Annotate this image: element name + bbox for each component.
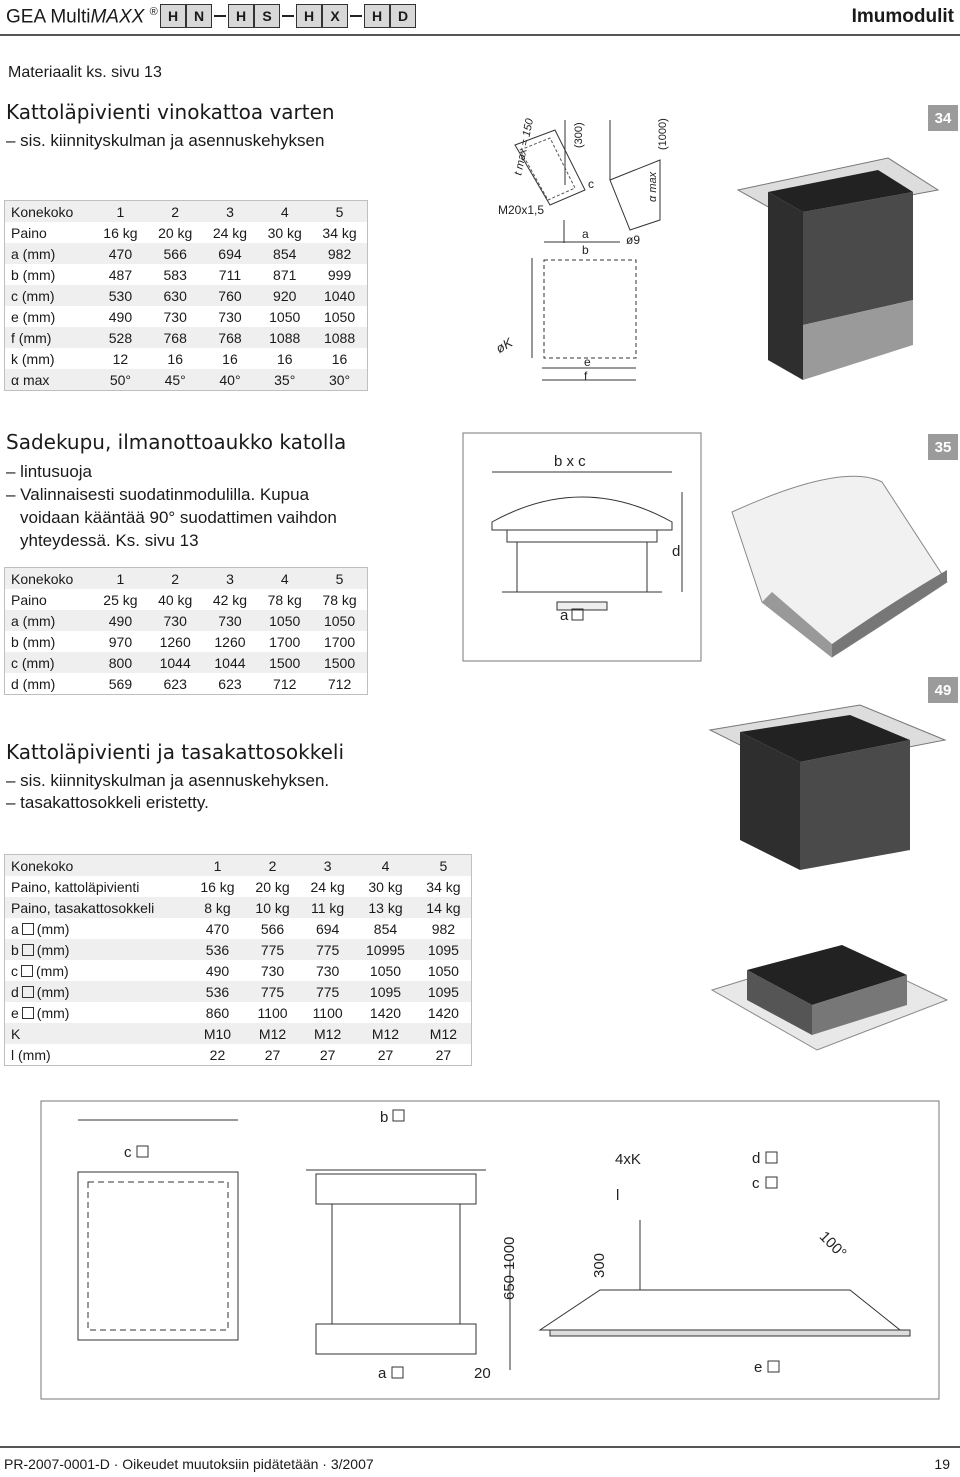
page-title: Imumodulit <box>851 6 954 27</box>
product-code-row <box>160 4 416 28</box>
table-row <box>5 589 368 610</box>
dim-f-label: f <box>584 369 588 383</box>
flat-roof-penetration-illustration <box>700 700 950 870</box>
table-cell: 3 <box>203 201 258 223</box>
table-cell: 16 <box>167 350 183 367</box>
code-box: X <box>322 4 348 28</box>
table-row <box>5 1044 472 1066</box>
table-cell: 712 <box>273 675 297 692</box>
table-cell: 775 <box>245 981 300 1002</box>
table-cell: 2 <box>148 568 203 590</box>
table-cell: 530 <box>93 285 148 306</box>
materials-note: Materiaalit ks. sivu 13 <box>8 64 162 81</box>
table-cell: 35° <box>257 369 312 391</box>
brand-name: GEA MultiMAXX ® <box>6 6 158 28</box>
table-cell: 730 <box>315 962 340 979</box>
angle-label: 100° <box>815 1228 850 1263</box>
row-label-cell: α max <box>5 369 94 391</box>
table-cell: 775 <box>300 939 355 960</box>
dim-bxc-label: b x c <box>554 453 586 470</box>
roof-penetration-illustration <box>728 150 948 390</box>
table-cell: 1260 <box>214 633 246 650</box>
table-cell: 768 <box>148 327 203 348</box>
dim-b-label: b <box>380 1109 389 1126</box>
table-cell: 16 <box>331 350 348 367</box>
dim-c-label-2: c <box>752 1175 760 1192</box>
table-row <box>5 327 368 348</box>
table-cell: 490 <box>93 610 148 631</box>
table-cell: 78 kg <box>322 591 357 608</box>
table-cell: 730 <box>260 962 285 979</box>
table-cell: 970 <box>108 633 133 650</box>
table-cell: 470 <box>205 920 230 937</box>
table-cell: 487 <box>108 266 133 283</box>
table-row <box>5 306 368 327</box>
table-cell: 1040 <box>312 285 367 306</box>
product-number-badge: 34 <box>928 105 958 131</box>
table-row <box>5 897 472 918</box>
table-cell: 3 <box>300 855 355 877</box>
table-cell: 30° <box>312 369 367 391</box>
row-label-cell: Paino, kattoläpivienti <box>11 878 140 895</box>
table-cell: 694 <box>315 920 340 937</box>
table-cell: 5 <box>312 201 367 223</box>
technical-drawing-flat-roof <box>40 1100 940 1400</box>
table-cell: 694 <box>203 243 258 264</box>
table-cell: 1050 <box>323 308 356 325</box>
table-cell: 800 <box>93 652 148 673</box>
section1-subtitle: – sis. kiinnityskulman ja asennuskehyksen <box>6 131 325 150</box>
table-cell: 1088 <box>257 327 312 348</box>
table-cell: 854 <box>373 920 398 937</box>
table-cell: 1095 <box>355 981 416 1002</box>
table-cell: 24 kg <box>310 878 345 895</box>
table-cell: 768 <box>203 327 258 348</box>
table-row <box>5 918 472 939</box>
t-max-label: t max = 150 <box>512 117 537 177</box>
table-cell: 45° <box>148 369 203 391</box>
table-cell: 3 <box>203 568 258 590</box>
table-cell: 583 <box>163 266 187 283</box>
table-cell: 1 <box>190 855 245 877</box>
table-cell: 13 kg <box>355 897 416 918</box>
dim-c-label: c <box>588 177 594 191</box>
table-row <box>5 939 472 960</box>
row-label-cell: c (mm) <box>5 285 94 306</box>
table-cell: 760 <box>203 285 258 306</box>
row-label-cell: b (mm) <box>5 939 190 960</box>
table-cell: 630 <box>148 285 203 306</box>
table-cell: 30 kg <box>368 878 403 895</box>
table-cell: 11 kg <box>300 897 355 918</box>
table-cell: 490 <box>205 962 230 979</box>
row-label-cell: Paino <box>11 224 47 241</box>
table-cell: 730 <box>163 308 187 325</box>
row-label-cell: d (mm) <box>5 981 190 1002</box>
table-cell: 25 kg <box>103 591 138 608</box>
hole-dia-label: ø9 <box>626 233 641 247</box>
table-cell: 1 <box>93 201 148 223</box>
table-cell: 569 <box>108 675 133 692</box>
table-cell: 982 <box>431 920 456 937</box>
table-cell: 1500 <box>257 652 312 673</box>
code-box: H <box>296 4 322 28</box>
table-cell: 536 <box>190 939 245 960</box>
table-cell: 10 kg <box>245 897 300 918</box>
row-label-cell: Konekoko <box>5 201 94 223</box>
table-cell: 470 <box>93 243 148 264</box>
table-cell: 12 <box>112 350 129 367</box>
table-cell: M12 <box>416 1023 472 1044</box>
table-cell: 5 <box>416 855 472 877</box>
table-header-row <box>5 568 368 590</box>
table-cell: M10 <box>190 1023 245 1044</box>
table-row <box>5 610 368 631</box>
dim-b-label: b <box>582 243 589 257</box>
table-cell: 1700 <box>269 633 301 650</box>
table-cell: 8 kg <box>190 897 245 918</box>
row-label-cell: Paino <box>11 591 47 608</box>
table-cell: 4 <box>257 201 312 223</box>
table-cell: 42 kg <box>212 591 248 608</box>
dim-d-label: d <box>672 543 681 560</box>
row-label-cell: a (mm) <box>5 243 94 264</box>
table-row <box>5 631 368 652</box>
table-cell: 27 <box>264 1046 281 1063</box>
table-cell: 20 kg <box>255 878 290 895</box>
table-cell: 4 <box>355 855 416 877</box>
table-cell: 40° <box>203 369 258 391</box>
dim-a-label: a <box>560 607 569 624</box>
table-cell: 730 <box>203 610 258 631</box>
row-label-cell: l (mm) <box>11 1046 51 1063</box>
table-cell: 1100 <box>257 1004 288 1021</box>
height-300-label: 300 <box>591 1252 608 1278</box>
table-cell: 16 kg <box>200 878 235 895</box>
table-cell: 1044 <box>148 652 203 673</box>
technical-drawing-slope <box>470 110 670 390</box>
row-label-cell: e (mm) <box>11 1004 70 1021</box>
table-cell: 854 <box>257 243 312 264</box>
table-cell: 30 kg <box>267 224 302 241</box>
table-cell: 1095 <box>416 981 472 1002</box>
table-cell: 1095 <box>416 939 472 960</box>
dim-c-label: c <box>124 1144 132 1161</box>
dim-1000-label: (1000) <box>657 118 669 150</box>
table-cell: 860 <box>205 1004 230 1021</box>
table-cell: 20 kg <box>158 224 193 241</box>
table-row <box>5 673 368 695</box>
table-cell: 1050 <box>312 610 367 631</box>
table-cell: 2 <box>148 201 203 223</box>
curb-illustration <box>702 930 952 1070</box>
table-row <box>5 369 368 391</box>
table-cell: 1420 <box>369 1004 402 1021</box>
table-header-row <box>5 855 472 877</box>
section2-description: – lintusuoja – Valinnaisesti suodatinmodulilla. Kupua voidaan kääntää 90° suodattimen vaihdon yhteydessä. Ks. sivu 13 <box>6 462 337 550</box>
table-cell: 4 <box>257 568 312 590</box>
table-cell: 999 <box>327 266 352 283</box>
dim-d-label: d <box>752 1150 761 1167</box>
dim-a-label: a <box>378 1365 387 1382</box>
table-cell: 623 <box>218 675 242 692</box>
page-number: 19 <box>934 1456 950 1472</box>
table-cell: 1100 <box>312 1004 343 1021</box>
table-cell: 16 <box>222 350 238 367</box>
row-label-cell: d (mm) <box>11 675 56 692</box>
row-label-cell: b (mm) <box>11 266 56 283</box>
table-cell: 711 <box>218 266 242 283</box>
table-cell: 490 <box>108 308 133 325</box>
table-cell: 566 <box>148 243 203 264</box>
row-label-cell: c (mm) <box>11 962 69 979</box>
table-row <box>5 243 368 264</box>
row-label-cell: Konekoko <box>5 568 94 590</box>
table-cell: 730 <box>218 308 242 325</box>
table-cell: 775 <box>300 981 355 1002</box>
footer-text: PR-2007-0001-D · Oikeudet muutoksiin pidätetään · 3/2007 <box>4 1456 374 1472</box>
table-cell: 536 <box>190 981 245 1002</box>
table-cell: 5 <box>312 568 367 590</box>
table-row <box>5 652 368 673</box>
table-row <box>5 1002 472 1023</box>
table-cell: 14 kg <box>416 897 472 918</box>
code-box: H <box>228 4 254 28</box>
alpha-max-label: α max <box>647 171 659 202</box>
table-cell: M12 <box>300 1023 355 1044</box>
table-cell: 2 <box>245 855 300 877</box>
section3-title: Kattoläpivienti ja tasakattosokkeli <box>6 740 345 764</box>
spec-table-flat-roof <box>4 854 472 1066</box>
table-row <box>5 960 472 981</box>
table-cell: 22 <box>209 1046 226 1063</box>
thread-label: M20x1,5 <box>498 203 545 217</box>
row-label-cell: K <box>5 1023 190 1044</box>
rain-hood-illustration <box>722 462 952 662</box>
bolt-dia-label: øK <box>493 334 515 357</box>
code-box: S <box>254 4 280 28</box>
table-row <box>5 222 368 243</box>
table-cell: 1500 <box>312 652 367 673</box>
dim-e-label: e <box>754 1359 763 1376</box>
table-cell: 1050 <box>369 962 402 979</box>
table-cell: 27 <box>377 1046 394 1063</box>
table-row <box>5 264 368 285</box>
table-cell: 566 <box>260 920 285 937</box>
table-row <box>5 876 472 897</box>
table-cell: 623 <box>163 675 187 692</box>
table-cell: 1 <box>93 568 148 590</box>
table-cell: 10995 <box>355 939 416 960</box>
table-cell: 16 kg <box>103 224 138 241</box>
table-cell: 1088 <box>312 327 367 348</box>
height-range-label: 650-1000 <box>501 1236 518 1300</box>
table-cell: 1260 <box>159 633 191 650</box>
table-cell: 982 <box>312 243 367 264</box>
row-label-cell: Paino, tasakattosokkeli <box>5 897 190 918</box>
table-cell: 775 <box>245 939 300 960</box>
table-cell: 1050 <box>257 610 312 631</box>
table-cell: 34 kg <box>322 224 357 241</box>
technical-drawing-rain-hood <box>462 432 702 662</box>
section3-description: – sis. kiinnityskulman ja asennuskehyksen. – tasakattosokkeli eristetty. <box>6 771 330 812</box>
table-row <box>5 285 368 306</box>
table-cell: 730 <box>148 610 203 631</box>
table-cell: 712 <box>327 675 352 692</box>
code-box: N <box>186 4 212 28</box>
spec-table-roof-slope <box>4 200 368 391</box>
table-cell: 27 <box>319 1046 336 1063</box>
table-cell: 1420 <box>427 1004 459 1021</box>
table-cell: M12 <box>245 1023 300 1044</box>
table-row <box>5 981 472 1002</box>
table-cell: 34 kg <box>426 878 461 895</box>
row-label-cell: c (mm) <box>5 652 94 673</box>
section2-title: Sadekupu, ilmanottoaukko katolla <box>6 430 347 454</box>
table-header-row <box>5 201 368 223</box>
table-cell: 1050 <box>427 962 459 979</box>
row-label-cell: Konekoko <box>5 855 190 877</box>
dim-20-label: 20 <box>474 1365 491 1382</box>
table-cell: 40 kg <box>158 591 193 608</box>
section1-title: Kattoläpivienti vinokattoa varten <box>6 100 335 124</box>
spec-table-rain-hood <box>4 567 368 695</box>
table-cell: 1044 <box>203 652 258 673</box>
table-cell: 528 <box>93 327 148 348</box>
product-number-badge: 49 <box>928 677 958 703</box>
bolt-count-label: 4xK <box>615 1151 641 1168</box>
table-cell: 24 kg <box>212 224 248 241</box>
table-cell: 78 kg <box>267 591 302 608</box>
table-row <box>5 348 368 369</box>
dim-e-label: e <box>584 355 591 369</box>
table-cell: 27 <box>435 1046 452 1063</box>
row-label-cell: a (mm) <box>11 920 70 937</box>
product-number-badge: 35 <box>928 434 958 460</box>
table-cell: 871 <box>273 266 297 283</box>
table-cell: 1050 <box>269 308 301 325</box>
row-label-cell: b (mm) <box>11 633 56 650</box>
code-box: H <box>160 4 186 28</box>
row-label-cell: e (mm) <box>11 308 56 325</box>
table-cell: 50° <box>93 369 148 391</box>
dim-a-label: a <box>582 227 589 241</box>
dim-300-label: (300) <box>573 122 585 148</box>
row-label-cell: k (mm) <box>11 350 55 367</box>
dim-l-label: l <box>616 1187 620 1204</box>
table-cell: 16 <box>276 350 293 367</box>
code-box: D <box>390 4 416 28</box>
row-label-cell: f (mm) <box>5 327 94 348</box>
table-cell: 1700 <box>323 633 356 650</box>
table-cell: 920 <box>257 285 312 306</box>
table-row <box>5 1023 472 1044</box>
table-cell: M12 <box>355 1023 416 1044</box>
row-label-cell: a (mm) <box>5 610 94 631</box>
code-box: H <box>364 4 390 28</box>
